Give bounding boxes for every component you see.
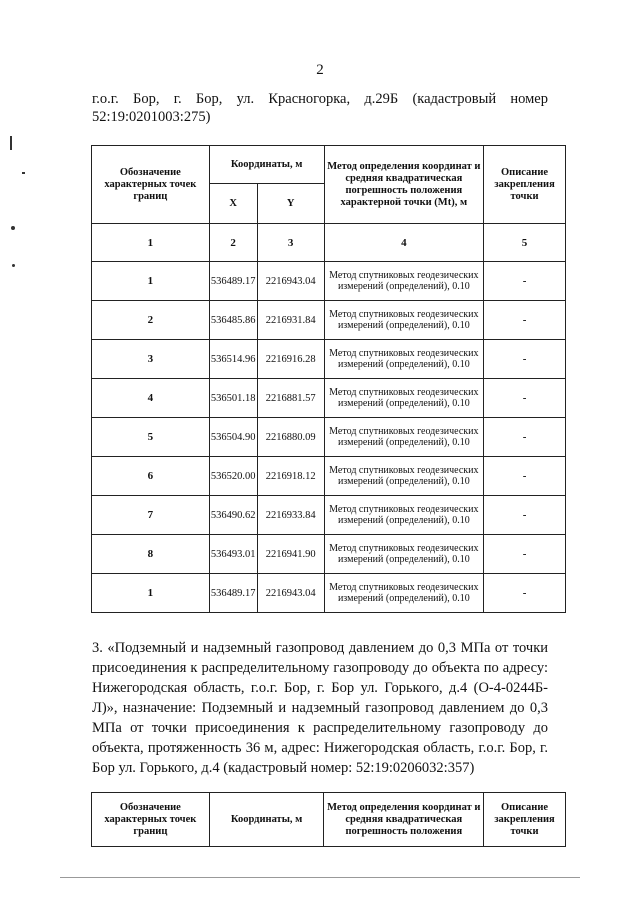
- table-body: [92, 262, 566, 613]
- scan-mark: [60, 877, 580, 878]
- scan-mark: [12, 264, 15, 267]
- table-row: [92, 262, 566, 301]
- header-method: Метод определения координат и средняя квадратическая погрешность положения: [324, 793, 484, 847]
- coordinates-table-1: [91, 145, 566, 613]
- y-cell: 2216943.04: [257, 574, 324, 613]
- col-number: 3: [257, 224, 324, 262]
- fix-cell: -: [484, 262, 566, 301]
- y-cell: 2216916.28: [257, 340, 324, 379]
- header-x: X: [209, 184, 257, 224]
- scan-mark: [22, 172, 25, 174]
- point-cell: 5: [92, 418, 210, 457]
- y-cell: 2216880.09: [257, 418, 324, 457]
- x-cell: 536485.86: [209, 301, 257, 340]
- method-cell: Метод спутниковых геодезических измерений (определений), 0.10: [324, 340, 484, 379]
- fix-cell: -: [484, 301, 566, 340]
- table-row: [92, 574, 566, 613]
- header-fix: Описание закрепления точки: [484, 793, 566, 847]
- fix-cell: -: [484, 574, 566, 613]
- header-coords: Координаты, м: [209, 793, 324, 847]
- x-cell: 536501.18: [209, 379, 257, 418]
- y-cell: 2216931.84: [257, 301, 324, 340]
- table-row: [92, 301, 566, 340]
- table-row: [92, 496, 566, 535]
- table-row: [92, 340, 566, 379]
- col-number: 1: [92, 224, 210, 262]
- method-cell: Метод спутниковых геодезических измерений (определений), 0.10: [324, 457, 484, 496]
- col-number: 4: [324, 224, 484, 262]
- x-cell: 536504.90: [209, 418, 257, 457]
- method-cell: Метод спутниковых геодезических измерений (определений), 0.10: [324, 574, 484, 613]
- method-cell: Метод спутниковых геодезических измерений (определений), 0.10: [324, 418, 484, 457]
- header-method: Метод определения координат и средняя квадратическая погрешность положения характерной точки (Mt), м: [324, 146, 484, 224]
- fix-cell: -: [484, 535, 566, 574]
- point-cell: 1: [92, 262, 210, 301]
- point-cell: 2: [92, 301, 210, 340]
- point-cell: 4: [92, 379, 210, 418]
- header-point: Обозначение характерных точек границ: [92, 793, 210, 847]
- fix-cell: -: [484, 457, 566, 496]
- point-cell: 6: [92, 457, 210, 496]
- header-point: Обозначение характерных точек границ: [92, 146, 210, 224]
- method-cell: Метод спутниковых геодезических измерений (определений), 0.10: [324, 301, 484, 340]
- paragraph-3: 3. «Подземный и надземный газопровод давлением до 0,3 МПа от точки присоединения к распределительному газопроводу до объекта по адресу: Нижегородская область, г.о.г. Бор, г. Бор ул. Горького, д.4 (О-4-0244Б-Л)», назначение: Подземный и надземный газопровод давлением до 0,3 МПа от точки присоединения к распределительному газопроводу до объекта, протяженность 36 м, адрес: Нижегородская область, г.о.г. Бор, г. Бор ул. Горького, д.4 (кадастровый номер: 52:19:0206032:357): [92, 640, 548, 776]
- table-row: [92, 457, 566, 496]
- header-coords: Координаты, м: [209, 146, 324, 184]
- fix-cell: -: [484, 418, 566, 457]
- col-number: 5: [484, 224, 566, 262]
- x-cell: 536493.01: [209, 535, 257, 574]
- fix-cell: -: [484, 496, 566, 535]
- header-y: Y: [257, 184, 324, 224]
- y-cell: 2216918.12: [257, 457, 324, 496]
- table-row: [92, 418, 566, 457]
- point-cell: 8: [92, 535, 210, 574]
- y-cell: 2216943.04: [257, 262, 324, 301]
- y-cell: 2216933.84: [257, 496, 324, 535]
- method-cell: Метод спутниковых геодезических измерений (определений), 0.10: [324, 379, 484, 418]
- scan-mark: [11, 226, 15, 230]
- header-fix: Описание закрепления точки: [484, 146, 566, 224]
- x-cell: 536520.00: [209, 457, 257, 496]
- y-cell: 2216941.90: [257, 535, 324, 574]
- method-cell: Метод спутниковых геодезических измерений (определений), 0.10: [324, 262, 484, 301]
- fix-cell: -: [484, 340, 566, 379]
- method-cell: Метод спутниковых геодезических измерений (определений), 0.10: [324, 496, 484, 535]
- point-cell: 3: [92, 340, 210, 379]
- page-number: 2: [316, 62, 324, 78]
- x-cell: 536489.17: [209, 574, 257, 613]
- fix-cell: -: [484, 379, 566, 418]
- column-numbers-row: [92, 224, 566, 262]
- coordinates-table-2: [91, 792, 566, 847]
- scan-mark: [10, 136, 12, 150]
- intro-line-2: 52:19:0201003:275): [92, 109, 211, 125]
- table-row: [92, 379, 566, 418]
- table-row: [92, 535, 566, 574]
- col-number: 2: [209, 224, 257, 262]
- intro-line-1: г.о.г. Бор, г. Бор, ул. Красногорка, д.29Б (кадастровый номер: [92, 91, 548, 107]
- x-cell: 536489.17: [209, 262, 257, 301]
- x-cell: 536514.96: [209, 340, 257, 379]
- point-cell: 1: [92, 574, 210, 613]
- point-cell: 7: [92, 496, 210, 535]
- y-cell: 2216881.57: [257, 379, 324, 418]
- method-cell: Метод спутниковых геодезических измерений (определений), 0.10: [324, 535, 484, 574]
- x-cell: 536490.62: [209, 496, 257, 535]
